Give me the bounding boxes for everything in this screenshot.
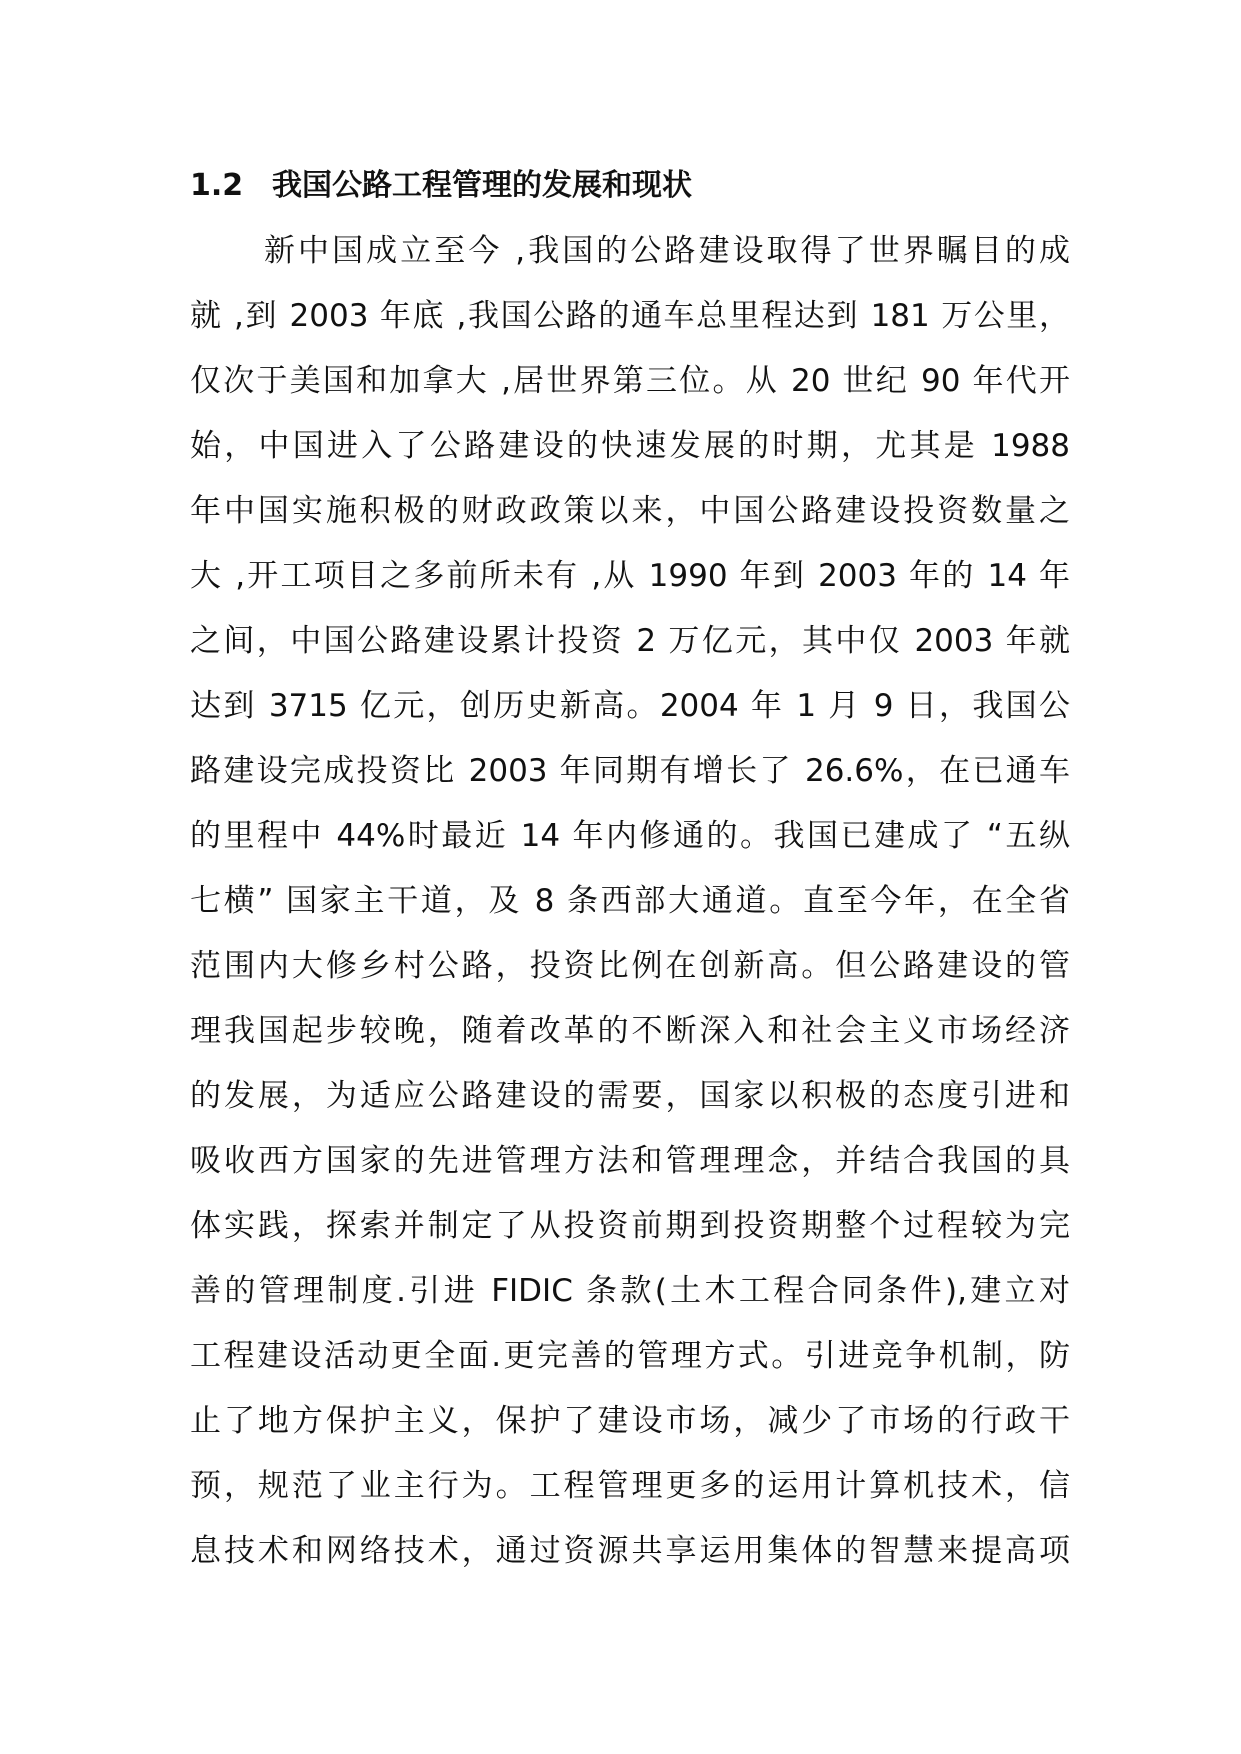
paragraph-line: 息技术和网络技术，通过资源共享运用集体的智慧来提高项 (190, 1533, 1070, 1569)
paragraph-line: 七横” 国家主干道，及 8 条西部大通道。直至今年，在全省 (190, 883, 1070, 919)
paragraph-line: 达到 3715 亿元，创历史新高。2004 年 1 月 9 日，我国公 (190, 688, 1070, 724)
paragraph-line: 预，规范了业主行为。工程管理更多的运用计算机技术，信 (190, 1468, 1070, 1504)
paragraph-line: 新中国成立至今 ,我国的公路建设取得了世界瞩目的成 (264, 233, 1070, 269)
section-heading (190, 160, 692, 212)
paragraph-line: 体实践，探索并制定了从投资前期到投资期整个过程较为完 (190, 1208, 1070, 1244)
paragraph-line: 的里程中 44%时最近 14 年内修通的。我国已建成了 “五纵 (190, 818, 1070, 854)
paragraph-line: 年中国实施积极的财政政策以来，中国公路建设投资数量之 (190, 493, 1070, 529)
paragraph-line: 善的管理制度.引进 FIDIC 条款(土木工程合同条件),建立对 (190, 1273, 1070, 1309)
paragraph-line: 吸收西方国家的先进管理方法和管理理念，并结合我国的具 (190, 1143, 1070, 1179)
section-number: 1.2 (190, 168, 244, 203)
paragraph-line: 的发展，为适应公路建设的需要，国家以积极的态度引进和 (190, 1078, 1070, 1114)
paragraph-line: 仅次于美国和加拿大 ,居世界第三位。从 20 世纪 90 年代开 (190, 363, 1070, 399)
paragraph-line: 路建设完成投资比 2003 年同期有增长了 26.6%，在已通车 (190, 753, 1070, 789)
paragraph-line: 理我国起步较晚，随着改革的不断深入和社会主义市场经济 (190, 1013, 1070, 1049)
paragraph-line: 就 ,到 2003 年底 ,我国公路的通车总里程达到 181 万公里， (190, 298, 1070, 334)
body-paragraph (190, 219, 1070, 1584)
paragraph-line: 止了地方保护主义，保护了建设市场，减少了市场的行政干 (190, 1403, 1070, 1439)
paragraph-line: 始，中国进入了公路建设的快速发展的时期，尤其是 1988 (190, 428, 1070, 464)
paragraph-line: 工程建设活动更全面.更完善的管理方式。引进竞争机制，防 (190, 1338, 1070, 1374)
paragraph-line: 之间，中国公路建设累计投资 2 万亿元，其中仅 2003 年就 (190, 623, 1070, 659)
paragraph-line: 范围内大修乡村公路，投资比例在创新高。但公路建设的管 (190, 948, 1070, 984)
section-title: 我国公路工程管理的发展和现状 (272, 168, 692, 203)
paragraph-line: 大 ,开工项目之多前所未有 ,从 1990 年到 2003 年的 14 年 (190, 558, 1070, 594)
